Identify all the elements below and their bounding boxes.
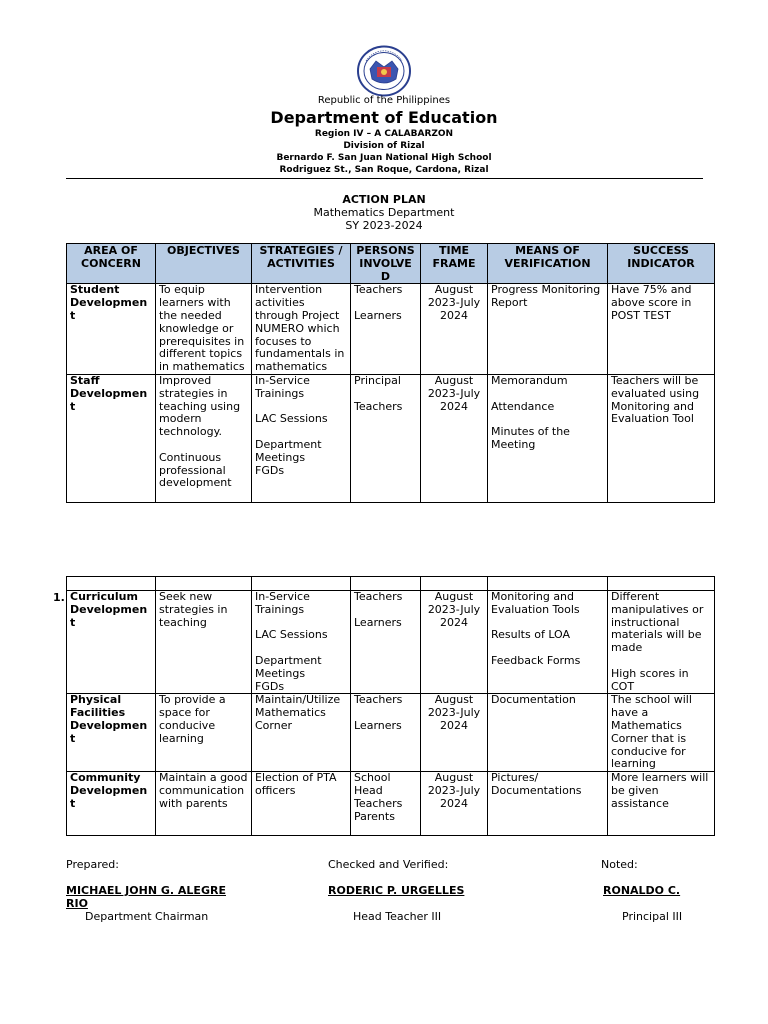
school-address: Rodriguez St., San Roque, Cardona, Rizal xyxy=(279,165,489,175)
empty-cell xyxy=(252,577,351,591)
area-cell: Community Developmen t xyxy=(67,772,156,836)
plan-school-year: SY 2023-2024 xyxy=(345,219,423,232)
strategies-item: LAC Sessions xyxy=(255,628,328,642)
prepared-label: Prepared: xyxy=(66,858,119,871)
means-item: Attendance xyxy=(491,399,555,413)
table-row xyxy=(67,374,715,502)
plan-title: ACTION PLAN xyxy=(342,193,426,206)
strategies-item: FGDs xyxy=(255,679,285,693)
persons-item: Principal xyxy=(354,374,401,387)
success-cell: Teachers will be evaluated using Monitoring and Evaluation Tool xyxy=(608,374,715,502)
persons-item: Learners xyxy=(354,615,402,629)
persons-cell xyxy=(351,772,421,836)
strategies-item: In-Service Trainings xyxy=(255,374,310,400)
header-time: TIME FRAME xyxy=(421,244,488,284)
persons-cell xyxy=(351,694,421,772)
success-item: High scores in COT xyxy=(611,666,689,693)
region-label: Region IV – A CALABARZON xyxy=(314,129,454,139)
empty-cell xyxy=(608,577,715,591)
empty-cell xyxy=(488,577,608,591)
header-success: SUCCESS INDICATOR xyxy=(608,244,715,284)
persons-item: School Head xyxy=(354,771,391,797)
empty-cell xyxy=(67,577,156,591)
persons-cell xyxy=(351,284,421,375)
persons-cell xyxy=(351,374,421,502)
strategies-item: FGDs xyxy=(255,463,285,477)
success-cell: More learners will be given assistance xyxy=(608,772,715,836)
header-divider xyxy=(66,178,703,179)
action-plan-table-continued xyxy=(66,576,715,836)
strategies-item: LAC Sessions xyxy=(255,412,328,426)
persons-item: Teachers xyxy=(354,283,403,297)
table-row xyxy=(67,591,715,694)
persons-item: Learners xyxy=(354,308,402,322)
prepared-name-continued: RIO xyxy=(66,897,88,910)
plan-department: Mathematics Department xyxy=(313,206,455,219)
republic-label: Republic of the Philippines xyxy=(317,95,451,106)
action-plan-table xyxy=(66,243,715,503)
means-cell: Documentation xyxy=(488,694,608,772)
means-item: Minutes of the Meeting xyxy=(491,425,570,451)
objectives-item: Improved strategies in teaching using modern technology. xyxy=(159,374,241,439)
checked-label: Checked and Verified: xyxy=(328,858,449,871)
objectives-cell: To provide a space for conducive learning xyxy=(156,694,252,772)
area-cell: Physical Facilities Developmen t xyxy=(67,694,156,772)
means-cell: Progress Monitoring Report xyxy=(488,284,608,375)
means-cell: Pictures/ Documentations xyxy=(488,772,608,836)
header-objectives: OBJECTIVES xyxy=(156,244,252,284)
strategies-item: In-Service Trainings xyxy=(255,590,310,616)
empty-cell xyxy=(351,577,421,591)
objectives-cell: To equip learners with the needed knowledge or prerequisites in different topics in mathematics xyxy=(156,284,252,375)
means-cell xyxy=(488,591,608,694)
persons-item: Teachers xyxy=(354,590,403,603)
strategies-cell xyxy=(252,374,351,502)
strategies-item: Department Meetings xyxy=(255,437,322,464)
persons-item: Teachers xyxy=(354,693,403,707)
time-cell: August 2023-July 2024 xyxy=(421,694,488,772)
success-cell xyxy=(608,591,715,694)
noted-name: RONALDO C. xyxy=(603,884,681,897)
objectives-item: Continuous professional development xyxy=(159,450,232,490)
table-empty-row xyxy=(67,577,715,591)
means-item: Monitoring and Evaluation Tools xyxy=(491,590,580,616)
success-cell: The school will have a Mathematics Corner that is conducive for learning xyxy=(608,694,715,772)
noted-title: Principal III xyxy=(622,910,683,923)
time-cell: August 2023-July 2024 xyxy=(421,772,488,836)
department-title: Department of Education xyxy=(270,108,498,127)
area-cell: Staff Developmen t xyxy=(67,374,156,502)
empty-cell xyxy=(156,577,252,591)
table-row xyxy=(67,694,715,772)
success-item: Different manipulatives or instructional materials will be made xyxy=(611,590,704,655)
area-cell: Curriculum Developmen t xyxy=(67,591,156,694)
strategies-cell xyxy=(252,591,351,694)
means-item: Results of LOA xyxy=(491,628,571,642)
prepared-title: Department Chairman xyxy=(85,910,209,923)
persons-item: Teachers xyxy=(354,796,403,810)
table-header-row xyxy=(67,244,715,284)
means-item: Feedback Forms xyxy=(491,653,581,667)
objectives-cell: Maintain a good communication with parents xyxy=(156,772,252,836)
time-cell: August 2023-July 2024 xyxy=(421,284,488,375)
persons-item: Parents xyxy=(354,809,395,823)
success-cell: Have 75% and above score in POST TEST xyxy=(608,284,715,375)
table-row xyxy=(67,284,715,375)
means-item: Memorandum xyxy=(491,374,568,387)
table-row xyxy=(67,772,715,836)
persons-item: Learners xyxy=(354,718,402,732)
division-label: Division of Rizal xyxy=(343,141,425,151)
means-cell xyxy=(488,374,608,502)
persons-cell xyxy=(351,591,421,694)
checked-name: RODERIC P. URGELLES xyxy=(328,884,465,897)
noted-label: Noted: xyxy=(601,858,638,871)
time-cell: August 2023-July 2024 xyxy=(421,374,488,502)
checked-title: Head Teacher III xyxy=(353,910,442,923)
time-cell: August 2023-July 2024 xyxy=(421,591,488,694)
empty-cell xyxy=(421,577,488,591)
header-persons: PERSONS INVOLVE D xyxy=(351,244,421,284)
objectives-cell xyxy=(156,374,252,502)
deped-seal-icon xyxy=(356,45,412,97)
area-cell: Student Developmen t xyxy=(67,284,156,375)
header-strategies: STRATEGIES / ACTIVITIES xyxy=(252,244,351,284)
header-means: MEANS OF VERIFICATION xyxy=(488,244,608,284)
header-area: AREA OF CONCERN xyxy=(67,244,156,284)
persons-item: Teachers xyxy=(354,399,403,413)
strategies-cell: Maintain/Utilize Mathematics Corner xyxy=(252,694,351,772)
school-name: Bernardo F. San Juan National High School xyxy=(276,153,492,163)
strategies-item: Department Meetings xyxy=(255,653,322,680)
item-number: 1. xyxy=(53,591,65,604)
objectives-cell: Seek new strategies in teaching xyxy=(156,591,252,694)
prepared-name: MICHAEL JOHN G. ALEGRE xyxy=(66,884,226,897)
strategies-cell: Election of PTA officers xyxy=(252,772,351,836)
strategies-cell: Intervention activities through Project NUMERO which focuses to fundamentals in mathematics xyxy=(252,284,351,375)
